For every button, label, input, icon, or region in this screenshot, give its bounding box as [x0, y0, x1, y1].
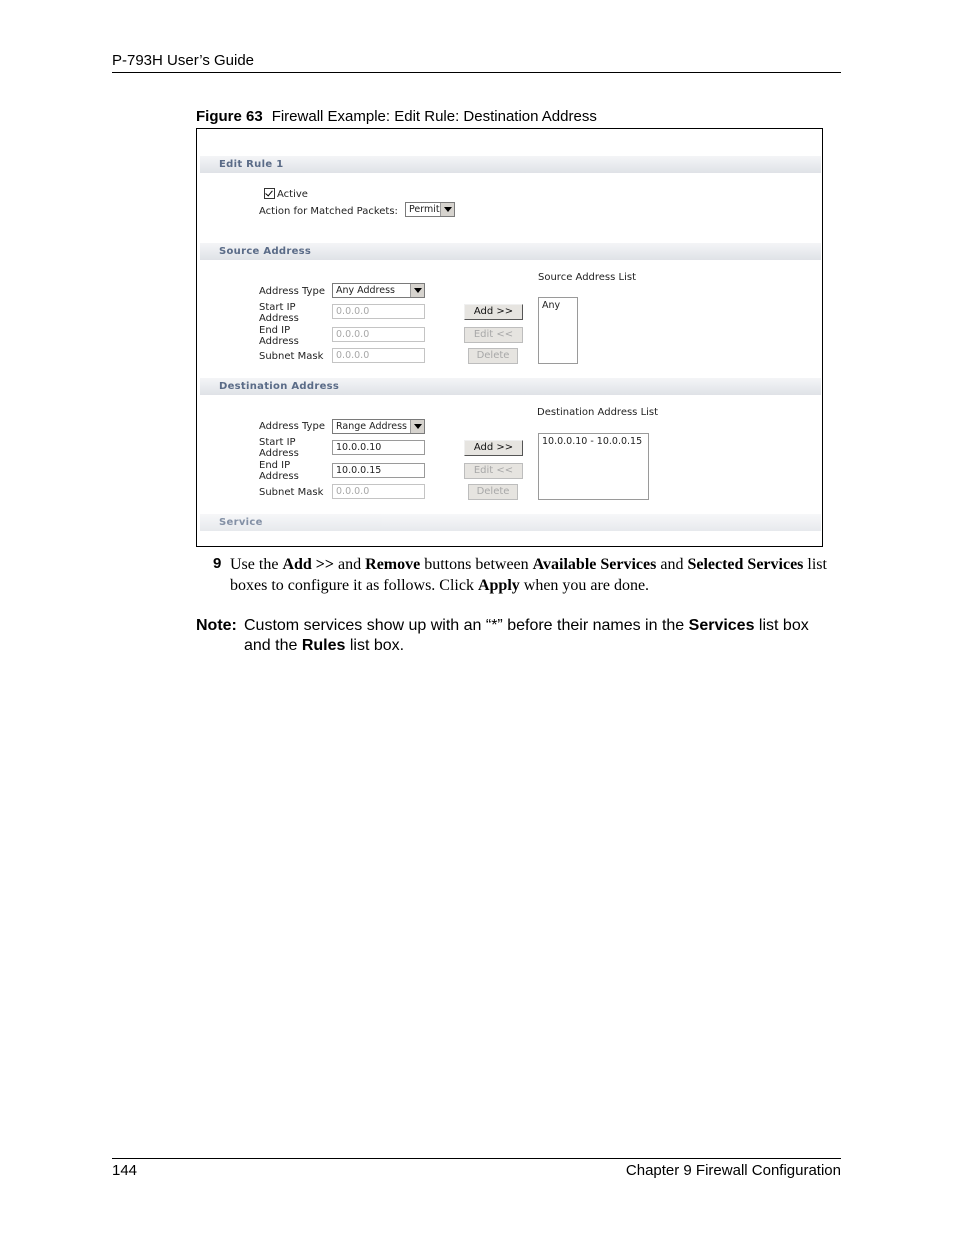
source-end-ip-value: 0.0.0.0 [336, 329, 370, 340]
note-text [244, 616, 834, 656]
source-start-ip-label-1: Start IP [259, 302, 296, 313]
step-text [230, 555, 842, 596]
destination-address-list[interactable] [538, 433, 649, 500]
destination-address-type-select[interactable] [332, 419, 425, 434]
destination-start-ip-value: 10.0.0.10 [336, 442, 382, 453]
figure-number: Figure 63 [196, 108, 263, 125]
destination-list-label: Destination Address List [537, 407, 659, 418]
page-number: 144 [112, 1162, 138, 1179]
figure-caption [196, 108, 597, 125]
step-text-part: list boxes to configure it as follows. Click [230, 556, 827, 594]
step-selected-services-term: Selected Services [687, 556, 804, 573]
destination-end-ip-value: 10.0.0.15 [336, 465, 382, 476]
source-address-type-label: Address Type [259, 286, 325, 297]
section-band-edit-rule [200, 156, 821, 173]
header-rule [112, 72, 841, 73]
step-text-part: when you are done. [519, 576, 650, 594]
chevron-down-icon [410, 420, 424, 433]
screenshot-frame [196, 128, 823, 547]
source-subnet-input[interactable] [332, 348, 425, 363]
destination-start-ip-label-1: Start IP [259, 437, 296, 448]
source-start-ip-label-2: Address [259, 313, 299, 324]
destination-end-ip-label-1: End IP [259, 460, 291, 471]
source-end-ip-input[interactable] [332, 327, 425, 342]
source-address-type-select[interactable] [332, 283, 425, 298]
destination-start-ip-input[interactable] [332, 440, 425, 455]
footer-rule [112, 1158, 841, 1159]
note-block [196, 616, 836, 654]
destination-end-ip-label-2: Address [259, 471, 299, 482]
section-heading-edit-rule: Edit Rule 1 [219, 159, 284, 170]
source-edit-button[interactable]: Edit << [464, 327, 523, 343]
note-text-part: list box. [345, 637, 405, 654]
source-delete-button[interactable]: Delete [468, 348, 518, 364]
note-services-term: Services [688, 617, 755, 634]
destination-start-ip-label-2: Address [259, 448, 299, 459]
source-subnet-label: Subnet Mask [259, 351, 324, 362]
step-text-part: and [334, 556, 366, 573]
section-band-destination [200, 378, 821, 395]
step-remove-term: Remove [365, 556, 421, 573]
destination-subnet-value: 0.0.0.0 [336, 486, 370, 497]
step-available-services-term: Available Services [532, 556, 657, 573]
destination-address-type-label: Address Type [259, 421, 325, 432]
step-text-part: and [656, 556, 688, 573]
active-checkbox[interactable] [264, 188, 275, 199]
figure-caption-text: Firewall Example: Edit Rule: Destination Address [271, 108, 597, 125]
note-text-part: list box and the [244, 617, 809, 654]
step-add-term: Add >> [282, 556, 335, 573]
action-label: Action for Matched Packets: [259, 206, 398, 217]
step-number: 9 [213, 555, 222, 572]
source-address-list[interactable] [538, 297, 578, 364]
chevron-down-icon [440, 203, 454, 216]
chevron-down-icon [410, 284, 424, 297]
source-add-button[interactable]: Add >> [464, 304, 523, 320]
note-label: Note: [196, 617, 237, 634]
note-text-part: Custom services show up with an “*” before their names in the [244, 617, 689, 634]
destination-subnet-label: Subnet Mask [259, 487, 324, 498]
source-list-label: Source Address List [538, 272, 637, 283]
active-label: Active [277, 189, 308, 200]
section-band-service [200, 514, 821, 531]
page-header-title: P-793H User’s Guide [112, 52, 255, 69]
source-list-item[interactable]: Any [542, 300, 561, 311]
section-heading-destination: Destination Address [219, 381, 340, 392]
destination-subnet-input[interactable] [332, 484, 425, 499]
source-address-type-value: Any Address [336, 285, 395, 296]
destination-edit-button[interactable]: Edit << [464, 463, 523, 479]
destination-end-ip-input[interactable] [332, 463, 425, 478]
source-start-ip-value: 0.0.0.0 [336, 306, 370, 317]
action-select-value: Permit [409, 204, 440, 215]
chapter-title: Chapter 9 Firewall Configuration [625, 1162, 841, 1179]
source-end-ip-label-2: Address [259, 336, 299, 347]
note-rules-term: Rules [301, 637, 346, 654]
destination-address-type-value: Range Address [336, 421, 407, 432]
section-band-source [200, 243, 821, 260]
action-select[interactable] [405, 202, 455, 217]
step-text-part: Use the [230, 556, 283, 573]
source-start-ip-input[interactable] [332, 304, 425, 319]
section-heading-source: Source Address [219, 246, 312, 257]
step-text-part: buttons between [420, 556, 533, 573]
destination-list-item[interactable]: 10.0.0.10 - 10.0.0.15 [542, 436, 643, 447]
destination-add-button[interactable]: Add >> [464, 440, 523, 456]
source-end-ip-label-1: End IP [259, 325, 291, 336]
section-heading-service: Service [219, 517, 263, 528]
destination-delete-button[interactable]: Delete [468, 484, 518, 500]
source-subnet-value: 0.0.0.0 [336, 350, 370, 361]
step-apply-term: Apply [477, 576, 520, 594]
